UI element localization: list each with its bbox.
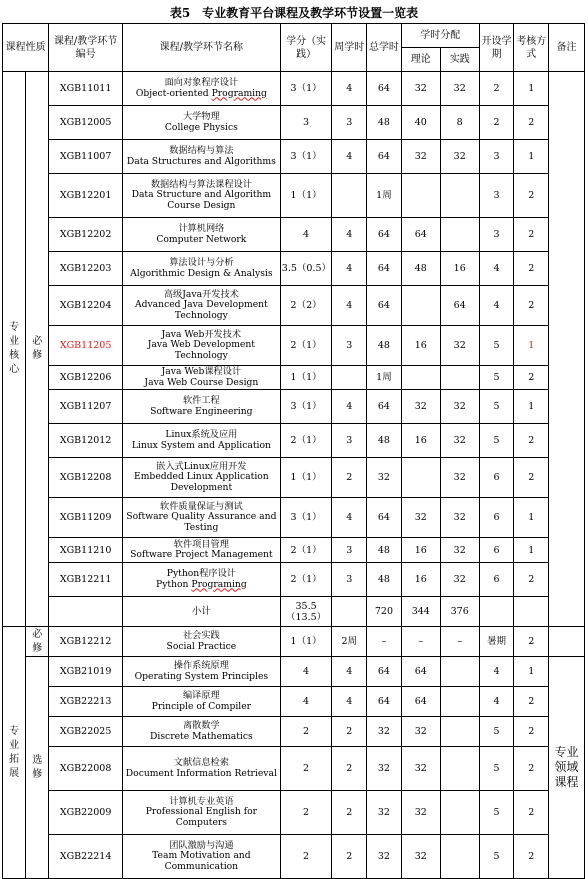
term: 5 (479, 835, 514, 879)
practice-hours (440, 174, 479, 218)
course-code: XGB12212 (49, 627, 123, 657)
course-name-zh: 面向对象程序设计 (164, 77, 239, 88)
course-code: XGB11209 (49, 498, 123, 538)
term: 暑期 (479, 627, 514, 657)
course-name-cell (122, 627, 280, 657)
table-row (3, 424, 585, 458)
header-exam: 考核方式 (514, 24, 549, 72)
course-name-en: Java Web Development Technology (147, 339, 255, 361)
exam-method: 1 (514, 140, 549, 174)
exam-method: 1 (514, 498, 549, 538)
exam-method: 2 (514, 687, 549, 717)
course-name-en: Data Structure and Algorithm Course Design (131, 189, 272, 211)
header-credit: 学分（实践） (280, 24, 332, 72)
practice-hours: 32 (440, 458, 479, 498)
course-name-cell (122, 140, 280, 174)
subtotal-exam (514, 597, 549, 627)
course-name-zh: 算法设计与分析 (169, 257, 234, 268)
table-row (3, 326, 585, 366)
term: 6 (479, 498, 514, 538)
practice-hours: 32 (440, 563, 479, 597)
course-code: XGB12202 (49, 218, 123, 252)
course-code: XGB12203 (49, 252, 123, 286)
credit: 3（1） (280, 498, 332, 538)
theory-hours: 64 (401, 657, 440, 687)
weekly-hours: 2 (332, 835, 367, 879)
remark-core (549, 72, 585, 627)
weekly-hours: 4 (332, 498, 367, 538)
total-hours: 32 (367, 747, 402, 791)
weekly-hours: 3 (332, 563, 367, 597)
course-code: XGB12204 (49, 286, 123, 326)
term: 2 (479, 72, 514, 106)
term: 5 (479, 326, 514, 366)
total-hours: 48 (367, 563, 402, 597)
weekly-hours (332, 366, 367, 390)
term: 4 (479, 252, 514, 286)
total-hours: 1周 (367, 174, 402, 218)
group-core: 专 业 核 心 (3, 72, 26, 627)
exam-method: 1 (514, 390, 549, 424)
practice-hours: 16 (440, 252, 479, 286)
total-hours: 64 (367, 498, 402, 538)
theory-hours: 40 (401, 106, 440, 140)
course-code: XGB12005 (49, 106, 123, 140)
theory-hours: 32 (401, 835, 440, 879)
weekly-hours: 2 (332, 747, 367, 791)
term: 5 (479, 791, 514, 835)
credit: 2 (280, 791, 332, 835)
course-name-cell (122, 498, 280, 538)
subtotal-label: 小计 (122, 597, 280, 627)
exam-method: 2 (514, 218, 549, 252)
course-code: XGB22214 (49, 835, 123, 879)
course-name-zh: 计算机专业英语 (169, 795, 234, 807)
course-name-zh: 离散数学 (182, 720, 220, 731)
course-name-en: Team Motivation and Communication (152, 850, 251, 872)
course-code: XGB22213 (49, 687, 123, 717)
course-name-en: Computer Network (156, 233, 247, 245)
course-name-zh: 计算机网络 (178, 223, 225, 234)
course-name-cell (122, 835, 280, 879)
term: 4 (479, 657, 514, 687)
course-name-en: Document Information Retrieval (125, 767, 277, 779)
credit: 4 (280, 687, 332, 717)
course-name-en: Linux System and Application (131, 439, 271, 451)
theory-hours: – (401, 627, 440, 657)
theory-hours (401, 286, 440, 326)
table-row (3, 252, 585, 286)
course-code: XGB12211 (49, 563, 123, 597)
table-row (3, 627, 585, 657)
weekly-hours: 4 (332, 218, 367, 252)
practice-hours (440, 835, 479, 879)
practice-hours: 32 (440, 498, 479, 538)
practice-hours: 32 (440, 424, 479, 458)
term: 3 (479, 174, 514, 218)
course-name-zh: Python程序设计 (166, 568, 236, 579)
practice-hours (440, 687, 479, 717)
theory-hours: 16 (401, 538, 440, 563)
weekly-hours: 2 (332, 458, 367, 498)
course-name-cell (122, 218, 280, 252)
exam-method: 2 (514, 747, 549, 791)
course-name-zh: 软件质量保证与测试 (160, 500, 243, 512)
practice-hours (440, 218, 479, 252)
theory-hours: 16 (401, 563, 440, 597)
exam-method: 1 (514, 657, 549, 687)
subtotal-theory: 344 (401, 597, 440, 627)
weekly-hours: 4 (332, 140, 367, 174)
course-name-zh: 软件项目管理 (173, 538, 229, 550)
exam-method: 2 (514, 791, 549, 835)
practice-hours (440, 717, 479, 747)
table-row (3, 140, 585, 174)
credit: 3 (280, 106, 332, 140)
course-name-zh: 嵌入式Linux应用开发 (156, 460, 247, 472)
course-name-cell (122, 286, 280, 326)
term: 5 (479, 390, 514, 424)
practice-hours: – (440, 627, 479, 657)
theory-hours: 32 (401, 717, 440, 747)
weekly-hours: 4 (332, 72, 367, 106)
credit: 3（1） (280, 140, 332, 174)
table-row (3, 390, 585, 424)
theory-hours: 64 (401, 687, 440, 717)
weekly-hours: 2 (332, 791, 367, 835)
credit: 2（1） (280, 538, 332, 563)
credit: 2 (280, 835, 332, 879)
header-code: 课程/教学环节编号 (49, 24, 123, 72)
total-hours: 48 (367, 538, 402, 563)
course-name-en: Discrete Mathematics (150, 730, 253, 742)
theory-hours (401, 174, 440, 218)
table-row (3, 286, 585, 326)
weekly-hours: 4 (332, 252, 367, 286)
table-row (3, 366, 585, 390)
theory-hours: 16 (401, 424, 440, 458)
subtotal-weekly (332, 597, 367, 627)
credit: 3.5（0.5） (280, 252, 332, 286)
total-hours: 64 (367, 72, 402, 106)
practice-hours: 32 (440, 72, 479, 106)
table-row (3, 106, 585, 140)
course-name-en: Java Web Course Design (144, 376, 259, 388)
course-code: XGB12206 (49, 366, 123, 390)
weekly-hours: 4 (332, 657, 367, 687)
exam-method: 2 (514, 106, 549, 140)
practice-hours (440, 366, 479, 390)
credit: 2 (280, 717, 332, 747)
practice-hours (440, 791, 479, 835)
table-row (3, 498, 585, 538)
table-row (3, 687, 585, 717)
theory-hours (401, 458, 440, 498)
credit: 1（1） (280, 627, 332, 657)
course-name-zh: Java Web开发技术 (161, 328, 242, 340)
table-title: 表5 专业教育平台课程及教学环节设置一览表 (169, 6, 419, 20)
weekly-hours: 2 (332, 717, 367, 747)
term: 3 (479, 140, 514, 174)
weekly-hours: 3 (332, 106, 367, 140)
practice-hours: 64 (440, 286, 479, 326)
header-term: 开设学期 (479, 24, 514, 72)
total-hours: 64 (367, 286, 402, 326)
course-name-cell (122, 326, 280, 366)
table-row (3, 657, 585, 687)
weekly-hours: 4 (332, 286, 367, 326)
credit: 2（1） (280, 563, 332, 597)
header-weekly: 周学时 (332, 24, 367, 72)
course-name-cell (122, 563, 280, 597)
practice-hours: 32 (440, 140, 479, 174)
course-name-en: Embedded Linux Application Development (134, 471, 269, 493)
credit: 2（1） (280, 326, 332, 366)
term: 3 (479, 218, 514, 252)
theory-hours: 32 (401, 498, 440, 538)
weekly-hours (332, 174, 367, 218)
credit: 1（1） (280, 366, 332, 390)
theory-hours: 32 (401, 140, 440, 174)
header-total: 总学时 (367, 24, 402, 72)
subtotal-total: 720 (367, 597, 402, 627)
course-name-zh: 社会实践 (182, 630, 220, 641)
course-code: XGB11205 (49, 326, 123, 366)
course-code: XGB11207 (49, 390, 123, 424)
term: 6 (479, 563, 514, 597)
course-name-cell (122, 106, 280, 140)
course-name-zh: 团队激励与沟通 (169, 839, 234, 851)
term: 4 (479, 286, 514, 326)
total-hours: 32 (367, 458, 402, 498)
course-name-cell (122, 424, 280, 458)
practice-hours: 32 (440, 326, 479, 366)
table-row (3, 791, 585, 835)
course-code: XGB11007 (49, 140, 123, 174)
course-name-zh: 数据结构与算法课程设计 (150, 178, 252, 190)
exam-method: 1 (514, 72, 549, 106)
total-hours: 64 (367, 390, 402, 424)
header-row-1 (3, 24, 585, 48)
header-dist: 学时分配 (401, 24, 479, 48)
exam-method: 2 (514, 835, 549, 879)
course-name-en: Advanced Java Development Technology (134, 299, 268, 321)
theory-hours: 64 (401, 218, 440, 252)
weekly-hours: 3 (332, 326, 367, 366)
course-name-cell (122, 657, 280, 687)
course-name-cell (122, 252, 280, 286)
group-ext-required: 必 修 (26, 627, 49, 657)
exam-method: 2 (514, 424, 549, 458)
credit: 4 (280, 218, 332, 252)
total-hours: 1周 (367, 366, 402, 390)
theory-hours: 16 (401, 326, 440, 366)
course-name-en: Algorithmic Design & Analysis (130, 267, 273, 279)
course-name-en: Software Quality Assurance and Testing (126, 511, 277, 533)
term: 5 (479, 717, 514, 747)
course-name-cell (122, 390, 280, 424)
weekly-hours: 2周 (332, 627, 367, 657)
total-hours: 32 (367, 791, 402, 835)
exam-method: 2 (514, 563, 549, 597)
course-code: XGB12208 (49, 458, 123, 498)
exam-method: 2 (514, 286, 549, 326)
exam-method: 2 (514, 458, 549, 498)
total-hours: 64 (367, 687, 402, 717)
course-code: XGB12201 (49, 174, 123, 218)
credit: 2 (280, 747, 332, 791)
course-name-zh: 操作系统原理 (173, 660, 229, 671)
exam-method: 1 (514, 538, 549, 563)
total-hours: – (367, 627, 402, 657)
term: 5 (479, 366, 514, 390)
course-name-cell (122, 72, 280, 106)
course-name-cell (122, 538, 280, 563)
course-name-zh: 编译原理 (182, 690, 220, 701)
credit: 1（1） (280, 174, 332, 218)
course-name-en: Python Programing (156, 578, 247, 590)
total-hours: 64 (367, 140, 402, 174)
course-name-en: Principle of Compiler (151, 700, 252, 712)
total-hours: 32 (367, 717, 402, 747)
term: 6 (479, 458, 514, 498)
table-row (3, 174, 585, 218)
course-name-en: Data Structures and Algorithms (126, 155, 276, 167)
subtotal-credit: 35.5（13.5） (280, 597, 332, 627)
course-name-cell (122, 174, 280, 218)
subtotal-row (3, 597, 585, 627)
theory-hours: 32 (401, 390, 440, 424)
table-row (3, 218, 585, 252)
practice-hours: 32 (440, 390, 479, 424)
table-row (3, 835, 585, 879)
course-name-zh: 文献信息检索 (173, 757, 229, 768)
term: 2 (479, 106, 514, 140)
course-name-en: Software Project Management (130, 549, 273, 560)
weekly-hours: 4 (332, 390, 367, 424)
theory-hours (401, 366, 440, 390)
exam-method: 2 (514, 717, 549, 747)
credit: 1（1） (280, 458, 332, 498)
credit: 3（1） (280, 72, 332, 106)
header-name: 课程/教学环节名称 (122, 24, 280, 72)
remark-domain-courses: 专业 领域 课程 (549, 657, 585, 879)
total-hours: 32 (367, 835, 402, 879)
practice-hours (440, 747, 479, 791)
term: 4 (479, 687, 514, 717)
course-name-cell (122, 687, 280, 717)
header-theory: 理论 (401, 48, 440, 72)
term: 5 (479, 747, 514, 791)
term: 5 (479, 424, 514, 458)
theory-hours: 32 (401, 791, 440, 835)
course-name-en: Software Engineering (150, 405, 253, 417)
course-code: XGB11210 (49, 538, 123, 563)
credit: 3（1） (280, 390, 332, 424)
total-hours: 48 (367, 106, 402, 140)
course-name-cell (122, 747, 280, 791)
practice-hours (440, 657, 479, 687)
table-row (3, 538, 585, 563)
theory-hours: 32 (401, 747, 440, 791)
course-name-zh: 软件工程 (182, 395, 220, 406)
course-name-cell (122, 791, 280, 835)
total-hours: 64 (367, 657, 402, 687)
course-code: XGB22008 (49, 747, 123, 791)
total-hours: 64 (367, 218, 402, 252)
total-hours: 64 (367, 252, 402, 286)
course-name-en: College Physics (164, 121, 238, 133)
practice-hours: 8 (440, 106, 479, 140)
exam-method: 1 (514, 326, 549, 366)
header-nature: 课程性质 (3, 24, 49, 72)
course-name-cell (122, 717, 280, 747)
course-code: XGB22009 (49, 791, 123, 835)
subtotal-practice: 376 (440, 597, 479, 627)
credit: 2（2） (280, 286, 332, 326)
table-row (3, 458, 585, 498)
practice-hours: 32 (440, 538, 479, 563)
weekly-hours: 4 (332, 687, 367, 717)
total-hours: 48 (367, 424, 402, 458)
header-practice: 实践 (440, 48, 479, 72)
total-hours: 48 (367, 326, 402, 366)
group-elective: 选 修 (26, 657, 49, 879)
table-row (3, 747, 585, 791)
exam-method: 2 (514, 252, 549, 286)
term: 6 (479, 538, 514, 563)
course-code: XGB12012 (49, 424, 123, 458)
table-row (3, 717, 585, 747)
course-code: XGB21019 (49, 657, 123, 687)
course-name-zh: 大学物理 (182, 111, 220, 122)
theory-hours: 48 (401, 252, 440, 286)
exam-method: 2 (514, 627, 549, 657)
weekly-hours: 3 (332, 538, 367, 563)
course-name-zh: Java Web课程设计 (161, 366, 242, 377)
course-table (2, 23, 585, 879)
credit: 4 (280, 657, 332, 687)
group-ext: 专 业 拓 展 (3, 627, 26, 879)
course-name-en: Operating System Principles (134, 670, 269, 682)
weekly-hours: 3 (332, 424, 367, 458)
course-name-zh: 高级Java开发技术 (163, 288, 239, 300)
course-name-cell (122, 458, 280, 498)
exam-method: 2 (514, 366, 549, 390)
theory-hours: 32 (401, 72, 440, 106)
table-row (3, 72, 585, 106)
table-row (3, 563, 585, 597)
course-name-en: Object-oriented Programing (135, 87, 267, 99)
course-name-cell (122, 366, 280, 390)
course-name-zh: Linux系统及应用 (165, 429, 238, 440)
subtotal-term (479, 597, 514, 627)
header-remark: 备注 (549, 24, 585, 72)
subtotal-code (49, 597, 123, 627)
remark-ext-required (549, 627, 585, 657)
course-code: XGB11011 (49, 72, 123, 106)
credit: 2（1） (280, 424, 332, 458)
course-name-zh: 数据结构与算法 (169, 145, 234, 156)
exam-method: 2 (514, 174, 549, 218)
course-code: XGB22025 (49, 717, 123, 747)
course-name-en: Professional English for Computers (145, 806, 258, 828)
group-core-required: 必 修 (26, 72, 49, 627)
course-name-en: Social Practice (166, 640, 237, 652)
